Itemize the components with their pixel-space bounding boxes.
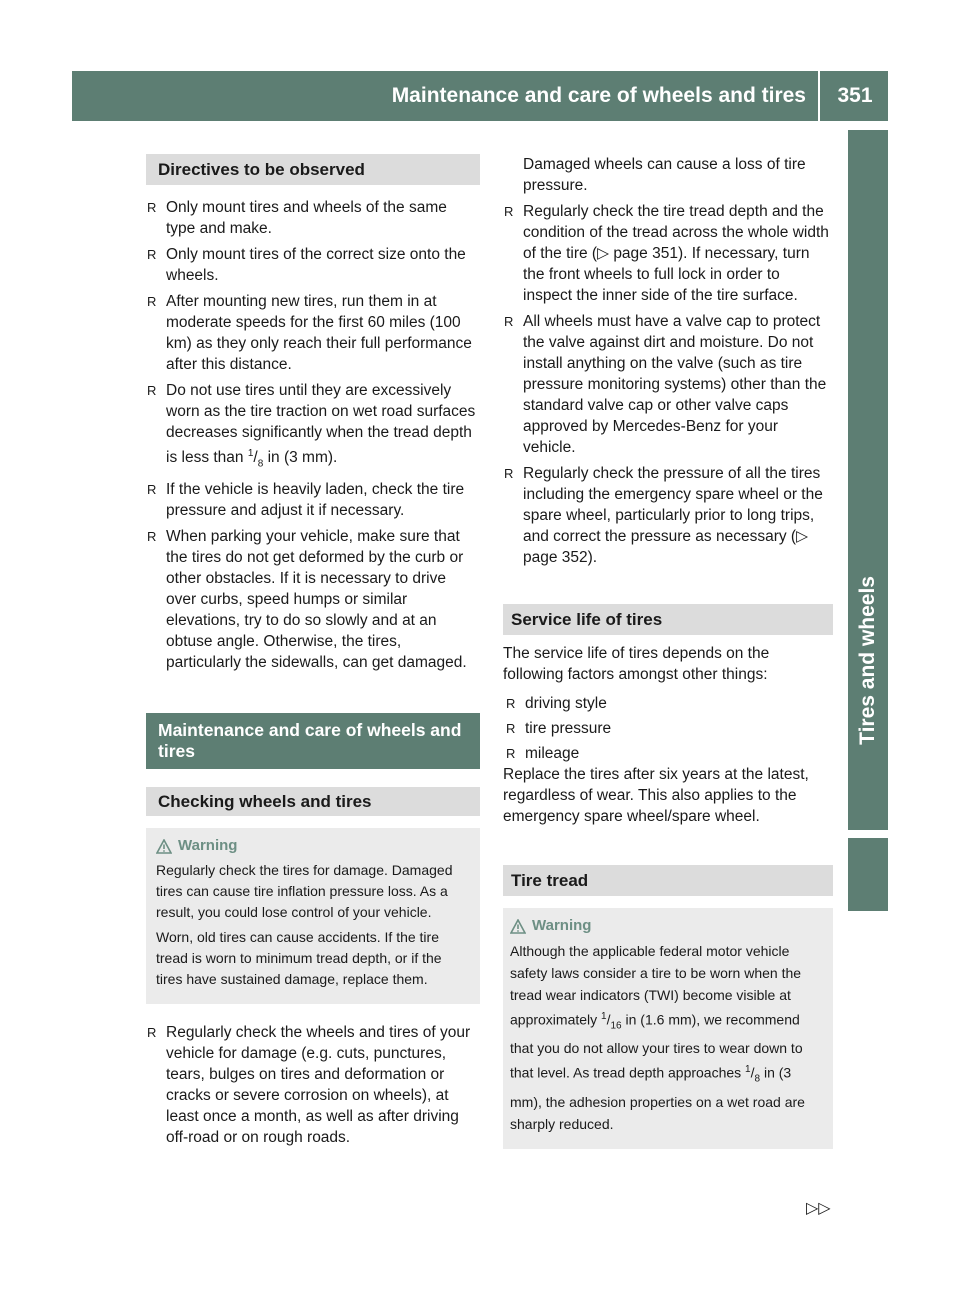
warning-triangle-icon (510, 919, 526, 934)
tire-tread-heading: Tire tread (503, 865, 833, 896)
checking-heading: Checking wheels and tires (146, 787, 480, 816)
warning-text-part: in (3 mm), the adhesion properties on a wet road are sharply reduced. (510, 1065, 805, 1132)
list-item: R After mounting new tires, run them in at moderate speeds for the first 60 miles (100 km) as they only reach their full performance after this distance. (146, 291, 480, 375)
warning-text: Although the applicable federal motor vehicle safety laws consider a tire to be worn when the tread wear indicators (TWI) become visible at approximately $^1/_{16}$ in (1.6 mm), we recommend that you do not allow your tires to wear down to that level. As tread depth approaches $^1/_8$ in (3 mm), the adhesion properties on a wet road are sharply reduced. (510, 943, 805, 1132)
side-tab-label-box (848, 560, 888, 760)
page-number: 351 (837, 84, 873, 107)
right-column (503, 154, 833, 1149)
directives-list (146, 197, 480, 673)
factors-list (503, 693, 833, 764)
service-intro: The service life of tires depends on the following factors amongst other things: (503, 645, 770, 683)
list-item: R Do not use tires until they are excessively worn as the tire traction on wet road surfaces decreases significantly when the tread depth is less than $^1/_8$ in (3 mm). (146, 380, 480, 474)
list-item: R mileage (505, 743, 833, 764)
list-item: R Only mount tires of the correct size onto the wheels. (146, 244, 480, 286)
left-column (146, 154, 480, 1153)
right-bullet-list (503, 201, 833, 568)
warning-header (156, 836, 470, 856)
list-item: R Regularly check the pressure of all the tires including the emergency spare wheel or the spare wheel, particularly prior to long trips, and correct the pressure as necessary (▷ page 352). (503, 463, 833, 568)
page-header (72, 71, 888, 121)
list-item: R driving style (505, 693, 833, 714)
warning-label: Warning (532, 917, 592, 934)
fraction-denominator: 8 (257, 458, 264, 470)
list-item: R Regularly check the tire tread depth and the condition of the tread across the whole width of the tire (▷ page 351). If necessary, turn the front wheels to full lock in order to inspect the inner side of the tire surface. (503, 201, 833, 306)
fraction-numerator: 1 (601, 1011, 607, 1022)
service-outro: Replace the tires after six years at the latest, regardless of wear. This also applies to the emergency spare wheel/spare wheel. (503, 766, 809, 825)
tread-warning-box (503, 908, 833, 1149)
fraction-rest: in (3 mm). (263, 449, 338, 467)
warning-text: Regularly check the tires for damage. Damaged tires can cause tire inflation pressure loss. As a result, you could lose control of your vehicle. (156, 862, 453, 921)
list-item: R All wheels must have a valve cap to protect the valve against dirt and moisture. Do not install anything on the valve (such as tire pressure monitoring systems) other than the standard valve cap or other valve caps approved by Mercedes-Benz for your vehicle. (503, 311, 833, 458)
check-list (146, 1022, 480, 1148)
list-item-text: Do not use tires until they are excessively worn as the tire traction on wet road surfaces decreases significantly when the tread depth is less than (166, 382, 476, 467)
maintenance-heading: Maintenance and care of wheels and tires (146, 713, 480, 769)
list-item: R tire pressure (505, 718, 833, 739)
fraction-numerator: 1 (247, 448, 254, 459)
side-tab-block (848, 838, 888, 911)
warning-box (146, 828, 480, 1004)
warning-triangle-icon (156, 839, 172, 854)
fraction-denominator: 8 (754, 1073, 761, 1085)
list-item: R Regularly check the wheels and tires of your vehicle for damage (e.g. cuts, punctures, tears, bulges on tires and deformation or cracks or severe corrosion on wheels), at least once a month, as well as after driving off-road or on rough roads. (146, 1022, 480, 1148)
list-item: R Only mount tires and wheels of the same type and make. (146, 197, 480, 239)
warning-header (510, 916, 826, 936)
warning-text-part: Although the applicable federal motor vehicle safety laws consider a tire to be worn when the tread wear indicators (TWI) become visible at approximately (510, 943, 802, 1028)
continue-arrow-icon: ▷▷ (806, 1200, 831, 1217)
warning-text: Worn, old tires can cause accidents. If the tire tread is worn to minimum tread depth, or if the tires have sustained damage, replace them. (156, 929, 442, 988)
fraction-numerator: 1 (745, 1064, 751, 1076)
list-item: R When parking your vehicle, make sure that the tires do not get deformed by the curb or other obstacles. If it is necessary to drive over curbs, speed humps or similar elevations, try to do so slowly and at an obtuse angle. Otherwise, the tires, particularly the sidewalls, can get damaged. (146, 526, 480, 673)
continued-text: Damaged wheels can cause a loss of tire pressure. (523, 156, 806, 194)
header-title: Maintenance and care of wheels and tires (72, 71, 820, 121)
side-tab-label: Tires and wheels (856, 575, 879, 745)
warning-text-part: in (1.6 mm), we recommend that you do not allow your tires to wear down to that level. As tread depth approaches (510, 1011, 803, 1082)
fraction-denominator: 16 (610, 1020, 622, 1032)
service-life-heading: Service life of tires (503, 604, 833, 635)
list-item: R If the vehicle is heavily laden, check the tire pressure and adjust it if necessary. (146, 479, 480, 521)
directives-heading: Directives to be observed (146, 154, 480, 185)
warning-label: Warning (178, 837, 238, 855)
